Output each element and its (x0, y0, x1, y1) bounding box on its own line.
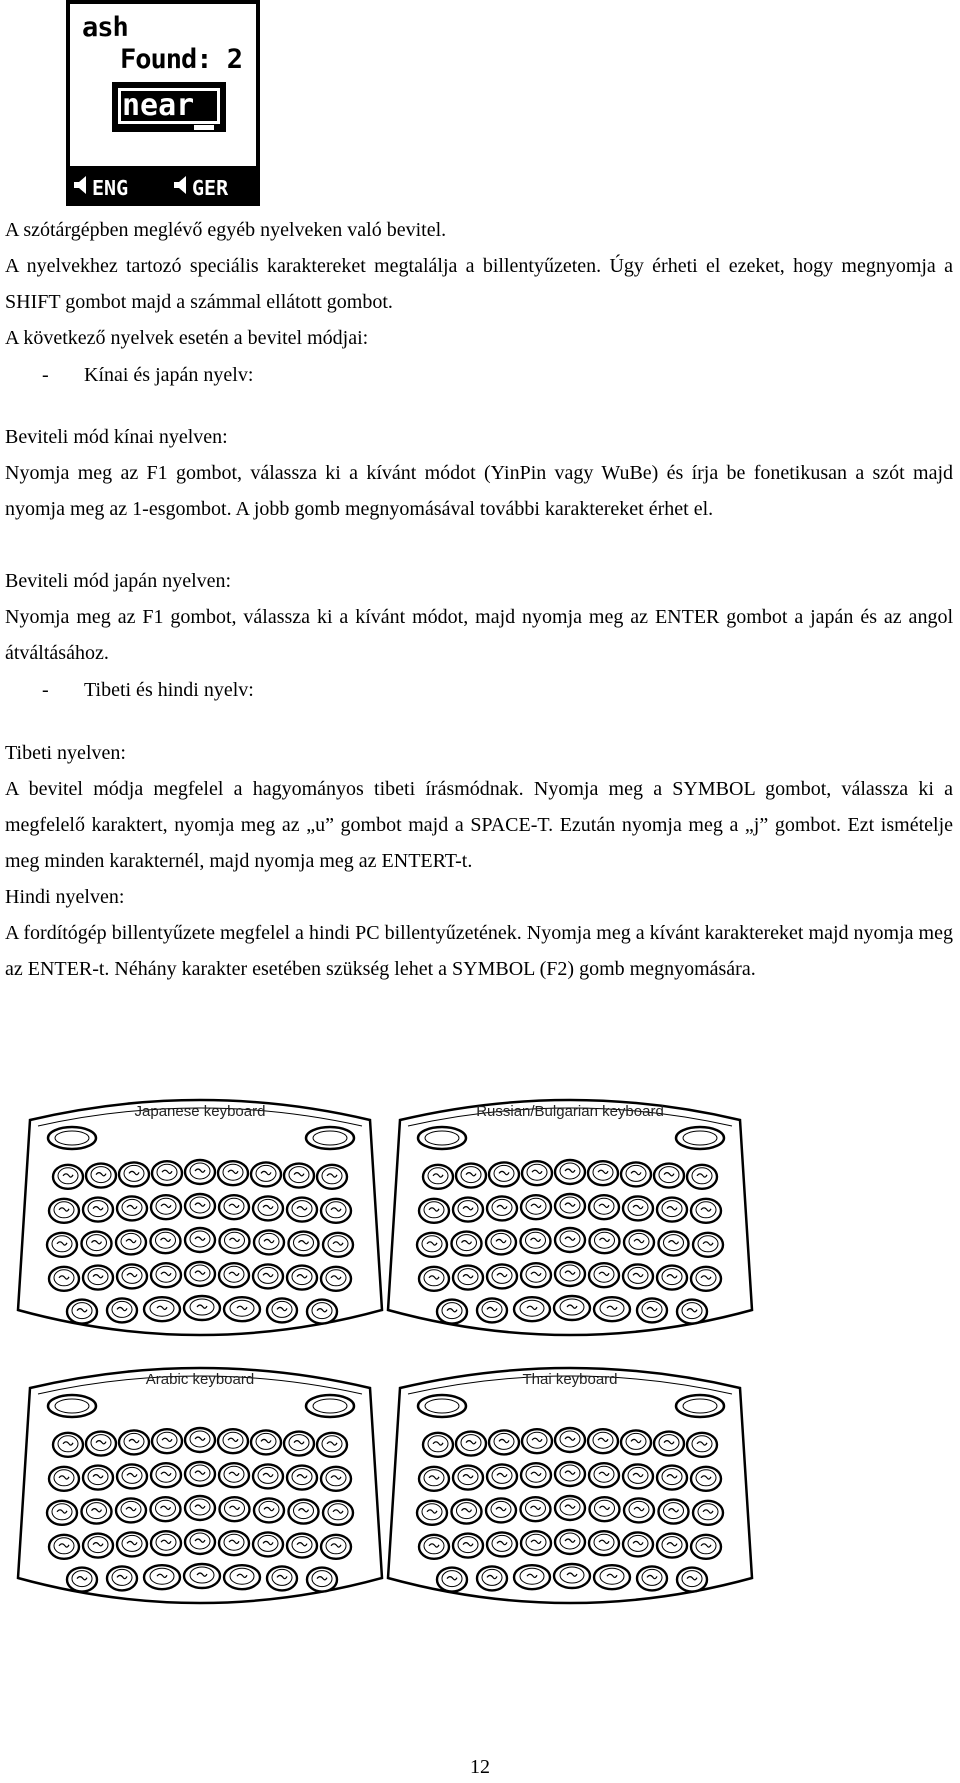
keyboard-key (307, 1300, 337, 1324)
heading-japanese: Beviteli mód japán nyelven: (5, 570, 232, 592)
keyboard-key (253, 1532, 283, 1556)
lcd-input-text: ash (82, 12, 128, 43)
keyboard-key (657, 1466, 687, 1490)
keyboard-key (253, 1464, 283, 1488)
keyboard-key (687, 1433, 717, 1457)
keyboard-key (417, 1501, 447, 1525)
keyboard-key (151, 1263, 181, 1287)
keyboard-key (590, 1229, 620, 1253)
keyboard-key (49, 1199, 79, 1223)
keyboard-key (477, 1298, 507, 1322)
keyboard-key (624, 1230, 654, 1254)
keyboard-key (321, 1467, 351, 1491)
keyboard-key (487, 1264, 517, 1288)
keyboard-key (522, 1429, 552, 1453)
keyboard-key (267, 1566, 297, 1590)
keyboard-key (119, 1430, 149, 1454)
keyboard-key (659, 1232, 689, 1256)
keyboard-key (419, 1199, 449, 1223)
keyboard-key (86, 1164, 116, 1188)
keyboard-key (47, 1233, 77, 1257)
keyboard-key (554, 1296, 590, 1320)
keyboard-key (185, 1228, 215, 1252)
device-screen (66, 0, 260, 206)
keyboard-key (487, 1196, 517, 1220)
keyboard-key (267, 1298, 297, 1322)
keyboard-label: Russian/Bulgarian keyboard (476, 1103, 664, 1120)
keyboard-key (107, 1298, 137, 1322)
softkey-eng: ENG (92, 176, 129, 200)
keyboard-key (218, 1429, 248, 1453)
keyboard-panel (388, 1100, 752, 1335)
keyboard-key (67, 1568, 97, 1592)
keyboard-key (47, 1501, 77, 1525)
keyboard-key (594, 1297, 630, 1321)
lcd-selected-word (112, 82, 226, 132)
bullet-tibetan-hindi: Tibeti és hindi nyelv: (84, 679, 254, 701)
keyboard-key (453, 1198, 483, 1222)
keyboard-key (522, 1161, 552, 1185)
paragraph-input-modes: A következő nyelvek esetén a bevitel módjai: (5, 327, 369, 349)
keyboard-key (317, 1165, 347, 1189)
page-number: 12 (470, 1756, 490, 1778)
keyboard-key (323, 1501, 353, 1525)
keyboard-key (486, 1230, 516, 1254)
keyboard-key (219, 1195, 249, 1219)
keyboard-key (151, 1463, 181, 1487)
keyboard-key (151, 1195, 181, 1219)
keyboard-key (555, 1428, 585, 1452)
keyboard-key (419, 1267, 449, 1291)
keyboard-key (184, 1296, 220, 1320)
keyboard-key (588, 1429, 618, 1453)
keyboard-key (151, 1497, 181, 1521)
keyboard-key (514, 1297, 550, 1321)
keyboard-key (184, 1564, 220, 1588)
keyboard-key (284, 1432, 314, 1456)
keyboard-key (456, 1164, 486, 1188)
keyboard-key (185, 1462, 215, 1486)
keyboard-key (83, 1198, 113, 1222)
keyboard-key (423, 1433, 453, 1457)
keyboard-key (521, 1463, 551, 1487)
keyboard-key (691, 1535, 721, 1559)
keyboard-key (654, 1432, 684, 1456)
keyboard-label: Arabic keyboard (145, 1371, 255, 1388)
keyboard-key (419, 1467, 449, 1491)
keyboard-key (621, 1430, 651, 1454)
keyboard-key (151, 1229, 181, 1253)
keyboard-key (514, 1565, 550, 1589)
keyboard-key (453, 1534, 483, 1558)
keyboard-key (254, 1498, 284, 1522)
keyboard-key (289, 1500, 319, 1524)
keyboard-key (594, 1565, 630, 1589)
keyboard-key (521, 1263, 551, 1287)
lcd-softkey-bar (70, 166, 256, 202)
keyboard-key (289, 1232, 319, 1256)
keyboard-key (693, 1501, 723, 1525)
keyboard-key (521, 1497, 551, 1521)
keyboard-key (144, 1565, 180, 1589)
keyboard-key (691, 1267, 721, 1291)
keyboard-key (521, 1195, 551, 1219)
keyboard-key (253, 1196, 283, 1220)
keyboard-panel (18, 1368, 382, 1603)
keyboard-label: Thai keyboard (522, 1371, 618, 1388)
keyboard-key (590, 1497, 620, 1521)
keyboard-key (287, 1534, 317, 1558)
paragraph-intro: A szótárgépben meglévő egyéb nyelveken való bevitel. (5, 219, 447, 241)
keyboard-key (521, 1531, 551, 1555)
keyboard-key (219, 1263, 249, 1287)
keyboard-key (456, 1432, 486, 1456)
keyboard-key (53, 1433, 83, 1457)
keyboard-key (83, 1266, 113, 1290)
keyboard-key (220, 1497, 250, 1521)
heading-tibetan: Tibeti nyelven: (5, 742, 126, 764)
paragraph-hindi: A fordítógép billentyűzete megfelel a hindi PC billentyűzetének. Nyomja meg a kívánt karaktereket majd nyomja meg az ENTER-t. Néhány karakter esetében szükség lehet a SYMBOL (F2) gomb megnyomására. (5, 922, 953, 980)
keyboard-key (489, 1162, 519, 1186)
keyboard-key (82, 1500, 112, 1524)
keyboard-key (49, 1467, 79, 1491)
keyboard-key (637, 1298, 667, 1322)
keyboard-key (453, 1466, 483, 1490)
keyboard-key (453, 1266, 483, 1290)
keyboard-key (555, 1262, 585, 1286)
heading-chinese: Beviteli mód kínai nyelven: (5, 426, 228, 448)
keyboard-key (623, 1264, 653, 1288)
keyboard-key (83, 1466, 113, 1490)
keyboard-key (624, 1498, 654, 1522)
keyboard-key (691, 1199, 721, 1223)
keyboard-key (637, 1566, 667, 1590)
keyboard-key (588, 1161, 618, 1185)
keyboard-key (437, 1568, 467, 1592)
paragraph-special-chars: A nyelvekhez tartozó speciális karaktereket megtalálja a billentyűzeten. Úgy érheti el ezeket, hogy megnyomja a SHIFT gombot majd a számmal ellátott gombot. (5, 255, 953, 313)
keyboard-key (487, 1532, 517, 1556)
keyboard-key (419, 1535, 449, 1559)
bullet-chinese-japanese: Kínai és japán nyelv: (84, 364, 254, 386)
keyboard-key (107, 1566, 137, 1590)
keyboard-key (49, 1267, 79, 1291)
keyboard-key (623, 1464, 653, 1488)
keyboard-key (589, 1463, 619, 1487)
speaker-icon (74, 176, 88, 194)
lcd-found-count: Found: 2 (120, 44, 243, 75)
keyboard-diagrams (0, 1090, 770, 1620)
keyboard-key (555, 1228, 585, 1252)
paragraph-tibetan: A bevitel módja megfelel a hagyományos tibeti írásmódnak. Nyomja meg a SYMBOL gombot, válassza ki a megfelelő karaktert, nyomja meg az „u” gombot majd a SPACE-T. Ezután nyomja meg a „j” gombot. Ezt ismételje meg minden karakternél, majd nyomja meg az ENTERT-t. (5, 778, 953, 872)
keyboard-key (555, 1462, 585, 1486)
keyboard-key (185, 1496, 215, 1520)
keyboard-key (224, 1565, 260, 1589)
keyboard-key (659, 1500, 689, 1524)
keyboard-key (687, 1165, 717, 1189)
keyboard-key (321, 1535, 351, 1559)
keyboard-key (452, 1232, 482, 1256)
keyboard-key (554, 1564, 590, 1588)
keyboard-key (185, 1530, 215, 1554)
keyboard-key (224, 1297, 260, 1321)
keyboard-key (253, 1264, 283, 1288)
keyboard-key (254, 1230, 284, 1254)
keyboard-key (589, 1531, 619, 1555)
bullet-dash: - (42, 679, 49, 701)
keyboard-key (185, 1428, 215, 1452)
keyboard-key (589, 1195, 619, 1219)
keyboard-key (116, 1498, 146, 1522)
keyboard-key (321, 1199, 351, 1223)
keyboard-key (452, 1500, 482, 1524)
keyboard-key (623, 1532, 653, 1556)
bullet-dash: - (42, 364, 49, 386)
paragraph-chinese: Nyomja meg az F1 gombot, válassza ki a kívánt módot (YinPin vagy WuBe) és írja be fonetikusan a szót majd nyomja meg az 1-esgombot. A jobb gomb megnyomásával további karaktereket érhet el. (5, 462, 953, 520)
keyboard-key (677, 1300, 707, 1324)
keyboard-panel (18, 1100, 382, 1335)
keyboard-key (321, 1267, 351, 1291)
keyboard-key (677, 1568, 707, 1592)
keyboard-key (251, 1162, 281, 1186)
keyboard-key (486, 1498, 516, 1522)
keyboard-key (654, 1164, 684, 1188)
keyboard-key (693, 1233, 723, 1257)
keyboard-key (185, 1194, 215, 1218)
keyboard-key (657, 1198, 687, 1222)
keyboard-key (555, 1530, 585, 1554)
keyboard-key (152, 1429, 182, 1453)
keyboard-key (67, 1300, 97, 1324)
keyboard-key (219, 1463, 249, 1487)
keyboard-panel (388, 1368, 752, 1603)
keyboard-key (151, 1531, 181, 1555)
keyboard-key (555, 1194, 585, 1218)
keyboard-key (489, 1430, 519, 1454)
keyboard-key (144, 1297, 180, 1321)
keyboard-key (623, 1196, 653, 1220)
keyboard-key (185, 1160, 215, 1184)
keyboard-key (691, 1467, 721, 1491)
keyboard-illustrations (0, 1090, 770, 1620)
keyboard-key (152, 1161, 182, 1185)
heading-hindi: Hindi nyelven: (5, 886, 125, 908)
keyboard-key (82, 1232, 112, 1256)
keyboard-key (86, 1432, 116, 1456)
keyboard-key (657, 1534, 687, 1558)
keyboard-key (218, 1161, 248, 1185)
keyboard-key (287, 1266, 317, 1290)
keyboard-key (317, 1433, 347, 1457)
keyboard-key (423, 1165, 453, 1189)
paragraph-japanese: Nyomja meg az F1 gombot, válassza ki a kívánt módot, majd nyomja meg az ENTER gombot a japán és az angol átváltásához. (5, 606, 953, 664)
keyboard-key (555, 1496, 585, 1520)
keyboard-key (417, 1233, 447, 1257)
keyboard-key (287, 1198, 317, 1222)
speaker-icon (174, 176, 188, 194)
keyboard-key (287, 1466, 317, 1490)
keyboard-key (117, 1532, 147, 1556)
keyboard-key (49, 1535, 79, 1559)
keyboard-key (251, 1430, 281, 1454)
keyboard-key (119, 1162, 149, 1186)
keyboard-key (323, 1233, 353, 1257)
keyboard-key (117, 1196, 147, 1220)
keyboard-key (53, 1165, 83, 1189)
keyboard-key (284, 1164, 314, 1188)
keyboard-key (116, 1230, 146, 1254)
keyboard-key (437, 1300, 467, 1324)
keyboard-key (589, 1263, 619, 1287)
keyboard-key (117, 1264, 147, 1288)
lcd-selected-word-text: near (122, 88, 195, 123)
keyboard-key (555, 1160, 585, 1184)
keyboard-key (477, 1566, 507, 1590)
keyboard-key (621, 1162, 651, 1186)
softkey-ger: GER (192, 176, 229, 200)
keyboard-key (487, 1464, 517, 1488)
keyboard-key (83, 1534, 113, 1558)
keyboard-key (117, 1464, 147, 1488)
keyboard-key (220, 1229, 250, 1253)
keyboard-label: Japanese keyboard (134, 1103, 266, 1120)
keyboard-key (657, 1266, 687, 1290)
keyboard-key (521, 1229, 551, 1253)
keyboard-key (219, 1531, 249, 1555)
keyboard-key (185, 1262, 215, 1286)
keyboard-key (307, 1568, 337, 1592)
